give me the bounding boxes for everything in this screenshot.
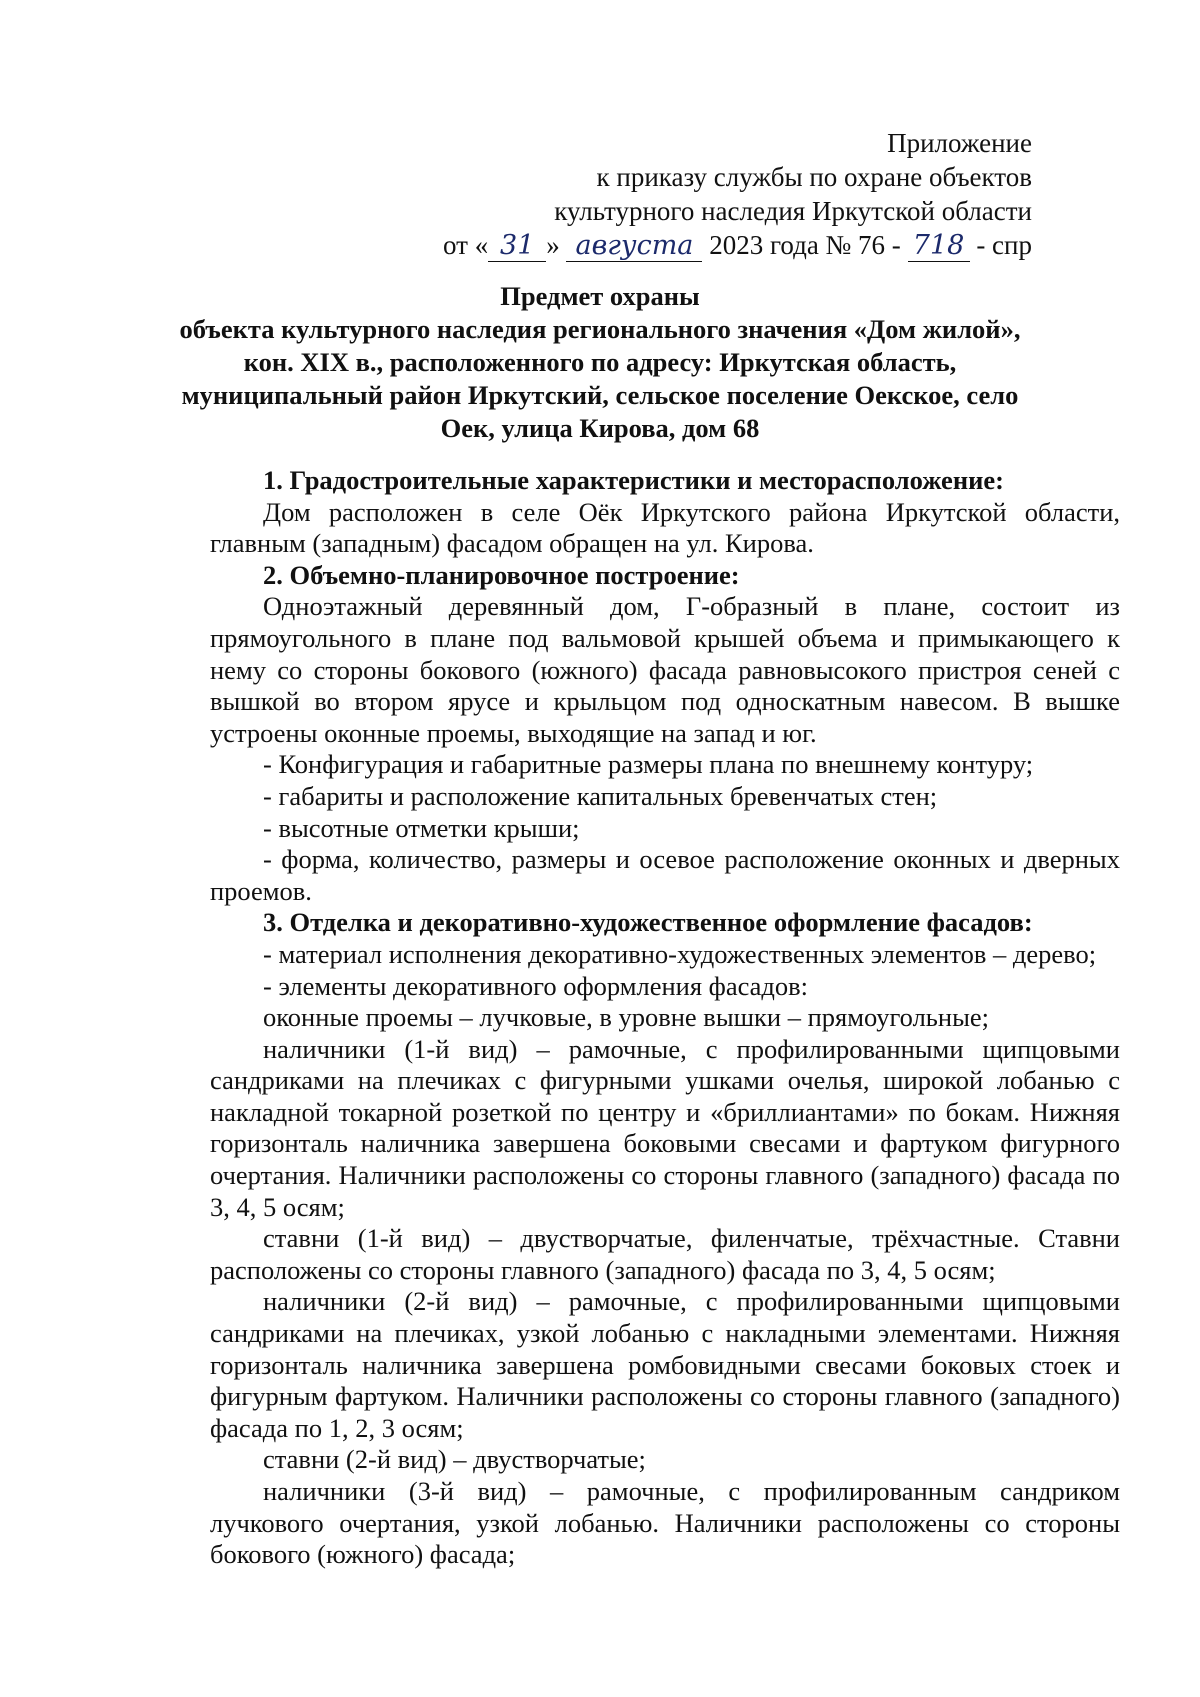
title-line-1: Предмет охраны bbox=[500, 281, 700, 311]
handwritten-order-number: 718 bbox=[908, 231, 970, 262]
section-3-paragraph: ставни (2-й вид) – двустворчатые; bbox=[263, 1444, 646, 1475]
title-line-5: Оек, улица Кирова, дом 68 bbox=[440, 413, 760, 443]
section-3-heading: 3. Отделка и декоративно-художественное оформление фасадов: bbox=[263, 907, 1033, 938]
section-2-list-item: - форма, количество, размеры и осевое расположение оконных и дверных проемов. bbox=[210, 844, 1120, 906]
document-body bbox=[210, 465, 1120, 1571]
section-3-paragraph: наличники (1-й вид) – рамочные, с профилированными щипцовыми сандриками на плечиках с фигурными ушками очелья, широкой лобанью с накладной токарной розеткой по центру и «бриллиантами» по бокам. Нижняя горизонталь наличника завершена боковыми свесами и фартуком фигурного очертания. Наличники расположены со стороны главного (западного) фасада по 3, 4, 5 осям; bbox=[210, 1033, 1120, 1222]
section-3-list-item: оконные проемы – лучковые, в уровне вышки – прямоугольные; bbox=[263, 1002, 989, 1033]
title-line-3: кон. XIX в., расположенного по адресу: Иркутская область, bbox=[243, 347, 957, 377]
section-1-heading: 1. Градостроительные характеристики и месторасположение: bbox=[263, 465, 1004, 495]
section-3-list-item: - элементы декоративного оформления фасадов: bbox=[263, 970, 809, 1001]
section-3-paragraph: ставни (1-й вид) – двустворчатые, филенчатые, трёхчастные. Ставни расположены со стороны главного (западного) фасада по 3, 4, 5 осям; bbox=[210, 1223, 1120, 1285]
section-2-paragraph: Одноэтажный деревянный дом, Г-образный в плане, состоит из прямоугольного в плане под вальмовой крышей объема и примыкающего к нему со стороны бокового (южного) фасада равновысокого пристроя сеней с вышкой во втором ярусе и крыльцом под односкатным навесом. В вышке устроены оконные проемы, выходящие на запад и юг. bbox=[210, 591, 1120, 748]
appendix-header bbox=[443, 126, 1032, 262]
title-line-4: муниципальный район Иркутский, сельское поселение Оекское, село bbox=[181, 380, 1019, 410]
order-suffix: - спр bbox=[976, 230, 1032, 260]
section-3-list-item: - материал исполнения декоративно-художественных элементов – дерево; bbox=[263, 938, 1097, 969]
authority-line: культурного наследия Иркутской области bbox=[554, 196, 1032, 226]
section-2-list-item: - высотные отметки крыши; bbox=[263, 812, 580, 843]
date-mid: » bbox=[546, 230, 560, 260]
title-line-2: объекта культурного наследия регионального значения «Дом жилой», bbox=[179, 314, 1021, 344]
document-title bbox=[170, 280, 1030, 445]
appendix-label: Приложение bbox=[887, 128, 1032, 158]
order-date-line bbox=[443, 228, 1032, 262]
section-1-paragraph: Дом расположен в селе Оёк Иркутского района Иркутской области, главным (западным) фасадом обращен на ул. Кирова. bbox=[210, 496, 1120, 559]
date-year-number: 2023 года № 76 - bbox=[709, 230, 901, 260]
section-2-list-item: - габариты и расположение капитальных бревенчатых стен; bbox=[263, 780, 938, 811]
date-prefix: от « bbox=[443, 230, 489, 260]
section-2-heading: 2. Объемно-планировочное построение: bbox=[263, 559, 740, 590]
section-2-list-item: - Конфигурация и габаритные размеры плана по внешнему контуру; bbox=[263, 749, 1034, 780]
handwritten-month: августа bbox=[566, 231, 702, 262]
section-3-paragraph: наличники (2-й вид) – рамочные, с профилированными щипцовыми сандриками на плечиках, узкой лобанью с накладными элементами. Нижняя горизонталь наличника завершена ромбовидными свесами боковых стоек и фигурным фартуком. Наличники расположены со стороны главного (западного) фасада по 1, 2, 3 осям; bbox=[210, 1286, 1120, 1443]
order-reference-line: к приказу службы по охране объектов bbox=[596, 162, 1032, 192]
section-3-paragraph: наличники (3-й вид) – рамочные, с профилированным сандриком лучкового очертания, узкой лобанью. Наличники расположены со стороны бокового (южного) фасада; bbox=[210, 1476, 1120, 1570]
handwritten-day: 31 bbox=[488, 231, 546, 262]
